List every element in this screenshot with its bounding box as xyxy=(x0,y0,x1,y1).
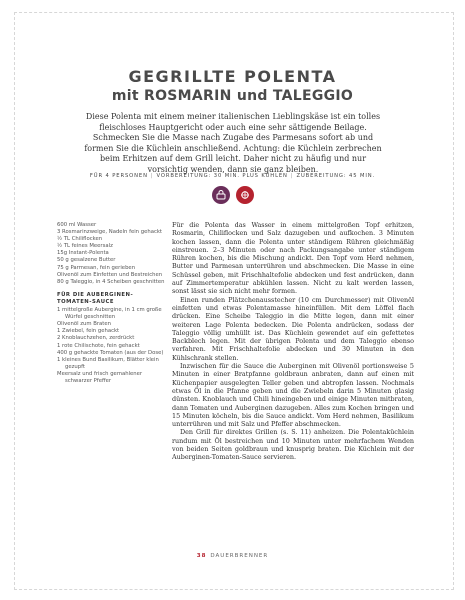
page-footer xyxy=(0,553,465,559)
meta-separator: | xyxy=(150,173,154,179)
recipe-icons xyxy=(208,186,258,206)
method-paragraph: Den Grill für direktes Grillen (s. S. 11) anheizen. Die Polentaküchlein rundum mit Öl bestreichen und 10 Minuten unter mehrfachem Wenden von beiden Seiten goldbraun und knusprig braten. Die Küchlein mit der Auberginen-Tomaten-Sauce servieren. xyxy=(172,428,414,462)
page-number: 38 xyxy=(196,553,207,559)
grill-icon xyxy=(236,186,254,204)
servings-text: FÜR 4 PERSONEN xyxy=(89,173,148,179)
sauce-ingredient-item: 400 g gehackte Tomaten (aus der Dose) xyxy=(57,349,164,356)
prep-time-text: VORBEREITUNG: 30 MIN. PLUS KÜHLEN xyxy=(156,173,288,179)
recipe-intro: Diese Polenta mit einem meiner italienischen Lieblingskäse ist ein tolles fleischloses Hauptgericht oder auch eine sehr sättigende Beilage. Schmecken Sie die Masse nach Zugabe des Parmesans sofort ab und formen Sie die Küchlein anschließend. Achtung: die Küchlein zerbrechen beim Erhitzen auf dem Grill leicht. Daher nicht zu häufig und nur vorsichtig wenden, dann sie ganz bleiben. xyxy=(84,112,382,174)
ingredient-item: 80 g Taleggio, in 4 Scheiben geschnitten xyxy=(57,278,165,285)
sauce-ingredient-item: Meersalz und frisch gemahlener schwarzer Pfeffer xyxy=(57,370,143,384)
ingredient-item: ½ TL Chiliflocken xyxy=(57,236,103,243)
book-title: DAUERBRENNER xyxy=(210,553,269,559)
ingredient-item: 3 Rosmarinzweige, Nadeln fein gehackt xyxy=(57,229,162,236)
ingredient-item: 50 g gesalzene Butter xyxy=(57,257,116,264)
ingredients-list xyxy=(57,222,167,385)
ingredient-item: ½ TL feines Meersalz xyxy=(57,243,113,250)
recipe-title: GEGRILLTE POLENTA xyxy=(128,67,337,86)
cook-time-text: ZUBEREITUNG: 45 MIN. xyxy=(296,173,376,179)
sauce-ingredient-item: 1 Zwiebel, fein gehackt xyxy=(57,328,120,335)
ingredient-item: 75 g Parmesan, fein gerieben xyxy=(57,264,136,271)
sauce-ingredient-item: Olivenöl zum Braten xyxy=(57,321,111,328)
meta-separator: | xyxy=(290,173,294,179)
vegetarian-icon xyxy=(212,186,230,204)
sauce-ingredient-item: 1 rote Chilischote, fein gehackt xyxy=(57,342,140,349)
recipe-meta xyxy=(0,173,465,179)
method-paragraph: Einen runden Plätzchenausstecher (10 cm Durchmesser) mit Olivenöl einfetten und etwas Polentamasse hineinfüllen. Mit dem Löffel flach drücken. Eine Scheibe Taleggio in die Mitte legen, dann mit einer weiteren Lage Polenta bedecken. Die Polenta andrücken, sodass der Taleggio völlig umhüllt ist. Das Küchlein gewendet auf ein gefettetes Backblech legen. Mit der übrigen Polenta und dem Taleggio ebenso verfahren. Mit Frischhaltefolie abdecken und 30 Minuten in den Kühlschrank stellen. xyxy=(172,295,414,362)
ingredient-item: 15g Instant-Polenta xyxy=(57,250,109,257)
sauce-heading: FÜR DIE AUBERGINEN-TOMATEN-SAUCE xyxy=(57,291,134,305)
sauce-ingredient-item: 1 kleines Bund Basilikum, Blätter klein gezupft xyxy=(57,356,159,370)
ingredient-item: Olivenöl zum Einfetten und Bestreichen xyxy=(57,271,163,278)
method-paragraph: Für die Polenta das Wasser in einem mittelgroßen Topf erhitzen, Rosmarin, Chiliflocken und Salz dazugeben und aufkochen. 3 Minuten kochen lassen, dann die Polenta unter ständigem Rühren gleichmäßig einstreuen. 2–3 Minuten oder nach Packungsangabe unter ständigem Rühren kochen, bis die Mischung andickt. Den Topf vom Herd nehmen, Butter und Parmesan unterrühren und abschmecken. Die Masse in eine Schüssel geben, mit Frischhaltefolie abdecken und fest andrücken, dann auf Zimmertemperatur abkühlen lassen. Nicht zu kalt werden lassen, sonst lässt sie sich nicht mehr formen. xyxy=(172,221,414,296)
recipe-subtitle: mit ROSMARIN und TALEGGIO xyxy=(111,88,354,104)
ingredient-item: 600 ml Wasser xyxy=(57,222,97,228)
sauce-ingredient-item: 1 mittelgroße Aubergine, in 1 cm große Würfel geschnitten xyxy=(57,307,162,321)
sauce-ingredient-item: 2 Knoblauchzehen, zerdrückt xyxy=(57,335,135,342)
method-paragraph: Inzwischen für die Sauce die Auberginen mit Olivenöl portionsweise 5 Minuten in einer Bratpfanne goldbraun anbraten, dann auf einen mit Küchenpapier ausgelegten Teller geben und abtropfen lassen. Nochmals etwas Öl in die Pfanne geben und die Zwiebeln darin 5 Minuten glasig dünsten. Knoblauch und Chili hineingeben und einige Minuten mitbraten, dann Tomaten und Auberginen dazugeben. Alles zum Kochen bringen und 15 Minuten köcheln, bis die Sauce andickt. Vom Herd nehmen, Basilikum unterrühren und mit Salz und Pfeffer abschmecken. xyxy=(172,362,414,429)
method-text xyxy=(172,221,414,462)
